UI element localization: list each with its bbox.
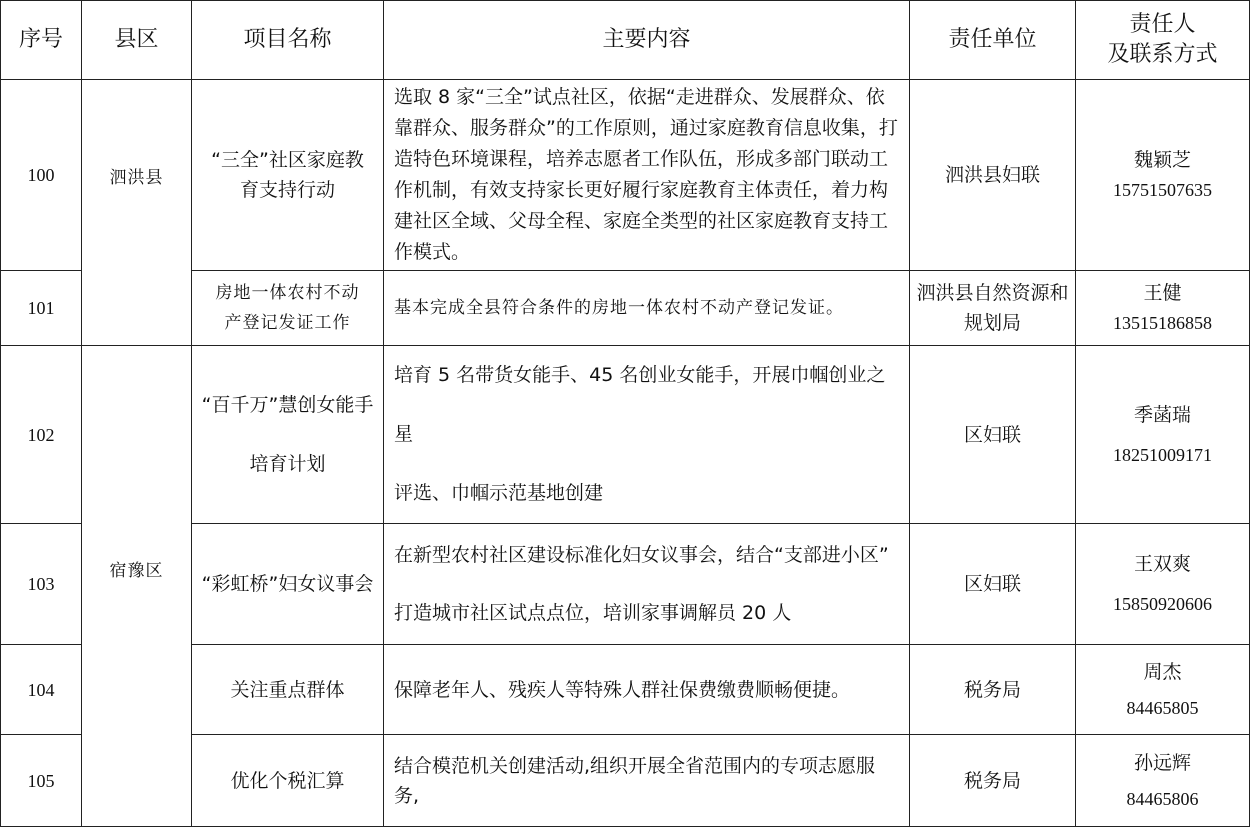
row-person: 魏颖芝 xyxy=(1133,149,1191,171)
row-person: 周杰 xyxy=(1143,660,1182,683)
row-project: 优化个税汇算 xyxy=(192,735,384,827)
row-person: 王健 xyxy=(1143,282,1182,304)
row-project: “三全”社区家庭教育支持行动 xyxy=(192,80,384,271)
row-unit: 泗洪县妇联 xyxy=(910,80,1076,271)
header-contact-line1: 责任人 xyxy=(1129,12,1196,37)
row-unit: 税务局 xyxy=(910,645,1076,735)
row-seq: 100 xyxy=(1,80,82,271)
row-contact xyxy=(1076,645,1250,735)
row-content-line1: 在新型农村社区建设标准化妇女议事会，结合“支部进小区” xyxy=(394,544,889,566)
row-seq: 102 xyxy=(1,346,82,524)
row-county: 宿豫区 xyxy=(82,346,192,827)
row-content: 保障老年人、残疾人等特殊人群社保费缴费顺畅便捷。 xyxy=(384,645,910,735)
row-phone: 84465806 xyxy=(1126,788,1199,809)
row-contact xyxy=(1076,271,1250,346)
row-unit: 税务局 xyxy=(910,735,1076,827)
row-person: 季菡瑞 xyxy=(1133,403,1191,426)
row-person: 王双爽 xyxy=(1133,553,1191,575)
row-contact xyxy=(1076,80,1250,271)
row-content-line2: 打造城市社区试点点位，培训家事调解员 20 人 xyxy=(394,602,792,624)
row-content xyxy=(384,346,910,524)
row-content xyxy=(384,524,910,645)
row-seq: 104 xyxy=(1,645,82,735)
row-phone: 18251009171 xyxy=(1113,444,1212,465)
table-row xyxy=(1,346,1250,524)
header-county: 县区 xyxy=(82,1,192,80)
row-phone: 84465805 xyxy=(1126,697,1199,718)
row-person: 孙远辉 xyxy=(1133,751,1191,774)
row-project: “彩虹桥”妇女议事会 xyxy=(192,524,384,645)
row-seq: 103 xyxy=(1,524,82,645)
row-project xyxy=(192,346,384,524)
row-project: 房地一体农村不动产登记发证工作 xyxy=(192,271,384,346)
header-project: 项目名称 xyxy=(192,1,384,80)
header-contact xyxy=(1076,1,1250,80)
row-unit: 区妇联 xyxy=(910,346,1076,524)
row-project-line2: 培育计划 xyxy=(249,452,326,475)
row-content: 选取 8 家“三全”试点社区，依据“走进群众、发展群众、依靠群众、服务群众”的工作原则，通过家庭教育信息收集，打造特色环境课程，培养志愿者工作队伍，形成多部门联动工作机制，有效支持家长更好履行家庭教育主体责任，着力构建社区全域、父母全程、家庭全类型的社区家庭教育支持工作模式。 xyxy=(384,80,910,271)
row-seq: 101 xyxy=(1,271,82,346)
row-seq: 105 xyxy=(1,735,82,827)
row-phone: 15850920606 xyxy=(1113,594,1212,614)
row-content-line2: 评选、巾帼示范基地创建 xyxy=(394,482,604,504)
row-unit: 区妇联 xyxy=(910,524,1076,645)
header-content: 主要内容 xyxy=(384,1,910,80)
row-content: 基本完成全县符合条件的房地一体农村不动产登记发证。 xyxy=(384,271,910,346)
row-county: 泗洪县 xyxy=(82,80,192,346)
row-contact xyxy=(1076,346,1250,524)
row-contact xyxy=(1076,524,1250,645)
row-contact xyxy=(1076,735,1250,827)
header-row xyxy=(1,1,1250,80)
header-seq: 序号 xyxy=(1,1,82,80)
row-project: 关注重点群体 xyxy=(192,645,384,735)
row-unit: 泗洪县自然资源和规划局 xyxy=(910,271,1076,346)
header-contact-line2: 及联系方式 xyxy=(1107,42,1218,67)
row-phone: 15751507635 xyxy=(1113,180,1212,200)
row-project-line1: “百千万”慧创女能手 xyxy=(201,393,374,416)
row-content: 结合模范机关创建活动,组织开展全省范围内的专项志愿服务, xyxy=(384,735,910,827)
row-content-line1: 培育 5 名带货女能手、45 名创业女能手，开展巾帼创业之星 xyxy=(394,364,886,445)
header-unit: 责任单位 xyxy=(910,1,1076,80)
table-row xyxy=(1,80,1250,271)
row-phone: 13515186858 xyxy=(1113,313,1212,333)
